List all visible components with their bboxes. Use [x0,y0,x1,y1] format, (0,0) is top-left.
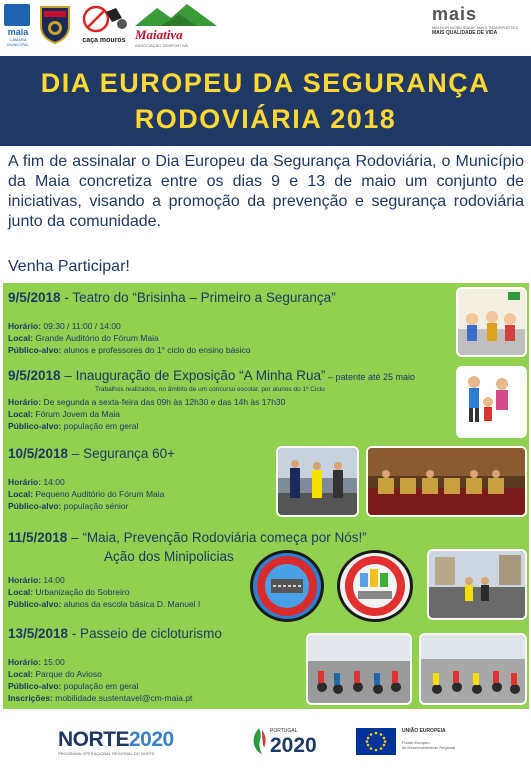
mais-logo-text: mais [432,4,478,24]
event-4-name: – “Maia, Prevenção Rodoviária começa por Nós!” [67,530,367,545]
maia-logo-text: maia [7,27,29,37]
norte2020-sub: PROGRAMA OPERACIONAL REGIONAL DO NORTE [58,751,155,756]
title-line-2: RODOVIÁRIA 2018 [134,104,397,134]
cycling-group-photo-2 [419,633,527,705]
event-2-title [8,368,415,383]
portugal-year: 2020 [270,734,317,757]
intro-paragraph: A fim de assinalar o Dia Europeu da Segurança Rodoviária, o Município da Maia concretiza entre os dias 9 e 13 de maio um conjunto de iniciativas, visando a promoção da prevenção e segurança rodoviária junto da comunidade. [8,153,524,230]
eu-flag-icon [356,728,396,755]
minipolicias-drawing-1 [250,550,324,622]
event-1-name: - Teatro do “Brisinha – Primeiro a Segurança” [60,290,336,305]
event-2-date: 9/5/2018 [8,368,61,383]
eu-text [402,728,455,750]
event-5-name: - Passeio de cicloturismo [68,626,222,641]
event-4-details: Horário: 14:00 Local: Urbanização do Sobreiro Público-alvo: alunos da escola básica D. Manuel I [8,575,201,609]
call-to-action: Venha Participar! [8,258,130,275]
eu-sub-2: de Desenvolvimento Regional [402,745,456,750]
eu-sub-1: Fundo Europeu [402,740,430,745]
cycling-group-photo-1 [306,633,412,705]
event-4-title [8,530,367,545]
minipolicias-drawing-2 [337,550,413,622]
portugal-label: PORTUGAL [270,728,298,734]
event-3-date: 10/5/2018 [8,446,69,461]
auditorium-photo [366,446,527,517]
event-5-title [8,626,222,641]
maiativa-logo [135,4,217,46]
event-2-name: – Inauguração de Exposição “A Minha Rua” [60,368,326,383]
event-3-name: – Segurança 60+ [68,446,176,461]
caca-mouros-logo [78,4,130,46]
maiativa-sub: ASSOCIAÇÃO DESPORTIVA [135,43,188,48]
maiativa-text: Maiativa [135,27,183,42]
event-3-title [8,446,175,461]
title-line-1: DIA EUROPEU DA SEGURANÇA [40,68,491,98]
mais-logo-sub2: MAIS QUALIDADE DE VIDA [432,30,498,36]
maia-logo-sub: CÂMARA MUNICIPAL [7,37,29,47]
event-2-suffix: – patente até 25 maio [325,372,416,382]
event-4-subtitle: Ação dos Minipolicias [104,549,234,564]
eu-title: UNIÃO EUROPEIA [402,728,446,734]
event-2-details: Horário: De segunda a sexta-feira das 09h às 12h30 e das 14h às 17h30 Local: Fórum Jovem da Maia Público-alvo: população em geral [8,397,286,431]
minipolicias-street-photo [427,549,527,620]
senior-safety-photo [276,446,359,517]
event-5-date: 13/5/2018 [8,626,69,641]
police-badge-logo [38,4,72,44]
norte-year: 2020 [129,728,174,751]
event-2-note: Trabalhos realizados, no âmbito de um concurso escolar, por alunos do 1º Ciclo [95,386,325,393]
caca-mouros-text: caça mouros [82,37,126,44]
exhibition-illustration [456,366,527,438]
theatre-illustration [456,287,527,357]
event-1-title [8,290,336,305]
mais-logo-sub1: MELHOR MOBILIDADE, MAIS TRANSPORTES [432,25,518,30]
event-3-details: Horário: 14:00 Local: Pequeno Auditório do Fórum Maia Público-alvo: população sénior [8,477,165,511]
title-banner [0,56,531,146]
maia-municipality-logo [4,4,32,47]
event-5-details: Horário: 15:00 Local: Parque do Avioso Público-alvo: população em geral Inscrições: mobilidade.sustentavel@cm-maia.pt [8,657,193,703]
mais-mobilidade-logo [432,4,527,46]
event-4-date: 11/5/2018 [8,530,68,545]
norte-text: NORTE [58,728,129,751]
event-1-details: Horário: 09:30 / 11:00 / 14:00 Local: Grande Auditório do Fórum Maia Público-alvo: alunos e professores do 1° ciclo do ensino básico [8,321,251,355]
event-1-date: 9/5/2018 [8,290,61,305]
norte2020-logo [58,728,174,752]
